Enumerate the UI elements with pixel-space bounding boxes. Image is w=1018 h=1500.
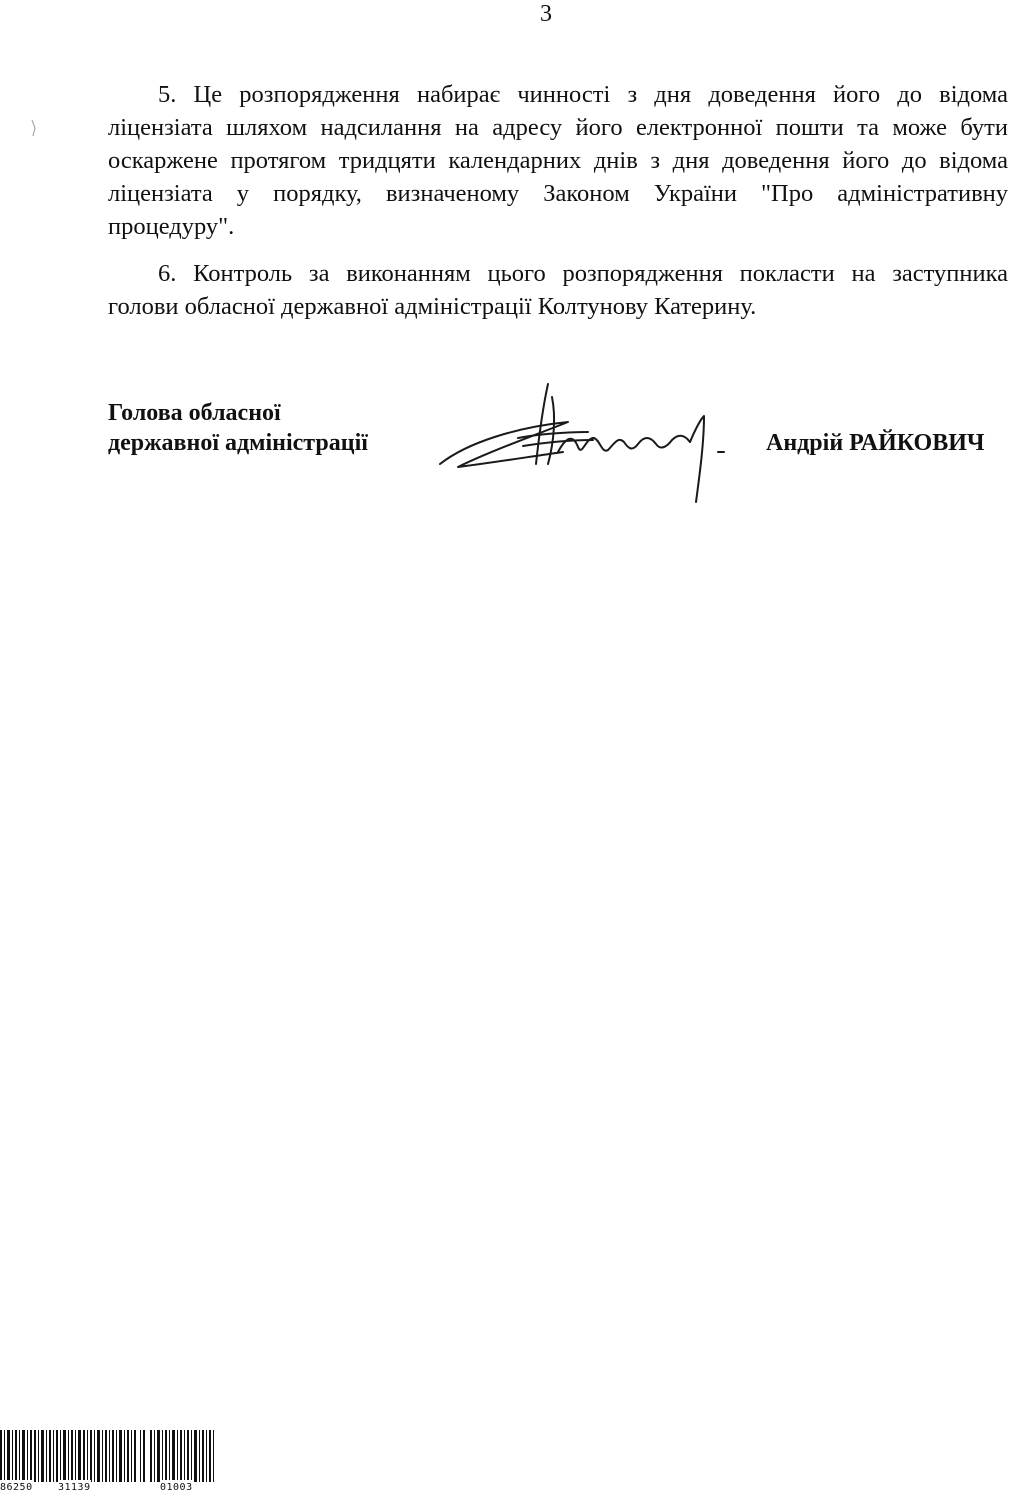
signatory-title-line: Голова обласної xyxy=(108,400,281,426)
barcode-digits xyxy=(0,1480,230,1496)
paragraph-5 xyxy=(108,78,1008,243)
barcode-digits-group: 86250 xyxy=(0,1480,33,1496)
paragraph-5-line: ліцензіата шляхом надсилання на адресу його електронної пошти та може бути xyxy=(108,114,1008,141)
signer-name: Андрій РАЙКОВИЧ xyxy=(766,430,985,456)
barcode-digits-group: 31139 xyxy=(58,1480,91,1496)
page-number: 3 xyxy=(540,1,552,27)
signatory-title xyxy=(108,398,368,458)
signatory-title-line: державної адміністрації xyxy=(108,430,368,456)
paragraph-5-line: процедуру". xyxy=(108,213,235,240)
paragraph-6-line: голови обласної державної адміністрації Колтунову Катерину. xyxy=(108,293,757,320)
barcode-digits-group: 01003 xyxy=(160,1480,193,1496)
paragraph-5-line: ліцензіата у порядку, визначеному Законом України "Про адміністративну xyxy=(108,180,1008,207)
paragraph-6-line: 6. Контроль за виконанням цього розпорядження покласти на заступника xyxy=(158,260,1008,287)
handwritten-signature xyxy=(428,372,758,507)
paragraph-6 xyxy=(108,257,1008,323)
barcode-bars xyxy=(0,1430,230,1482)
paragraph-5-line: оскаржене протягом тридцяти календарних днів з дня доведення його до відома xyxy=(108,147,1008,174)
barcode xyxy=(0,1430,230,1500)
paragraph-5-line: 5. Це розпорядження набирає чинності з дня доведення його до відома xyxy=(158,81,1008,108)
scan-mark xyxy=(30,118,38,138)
